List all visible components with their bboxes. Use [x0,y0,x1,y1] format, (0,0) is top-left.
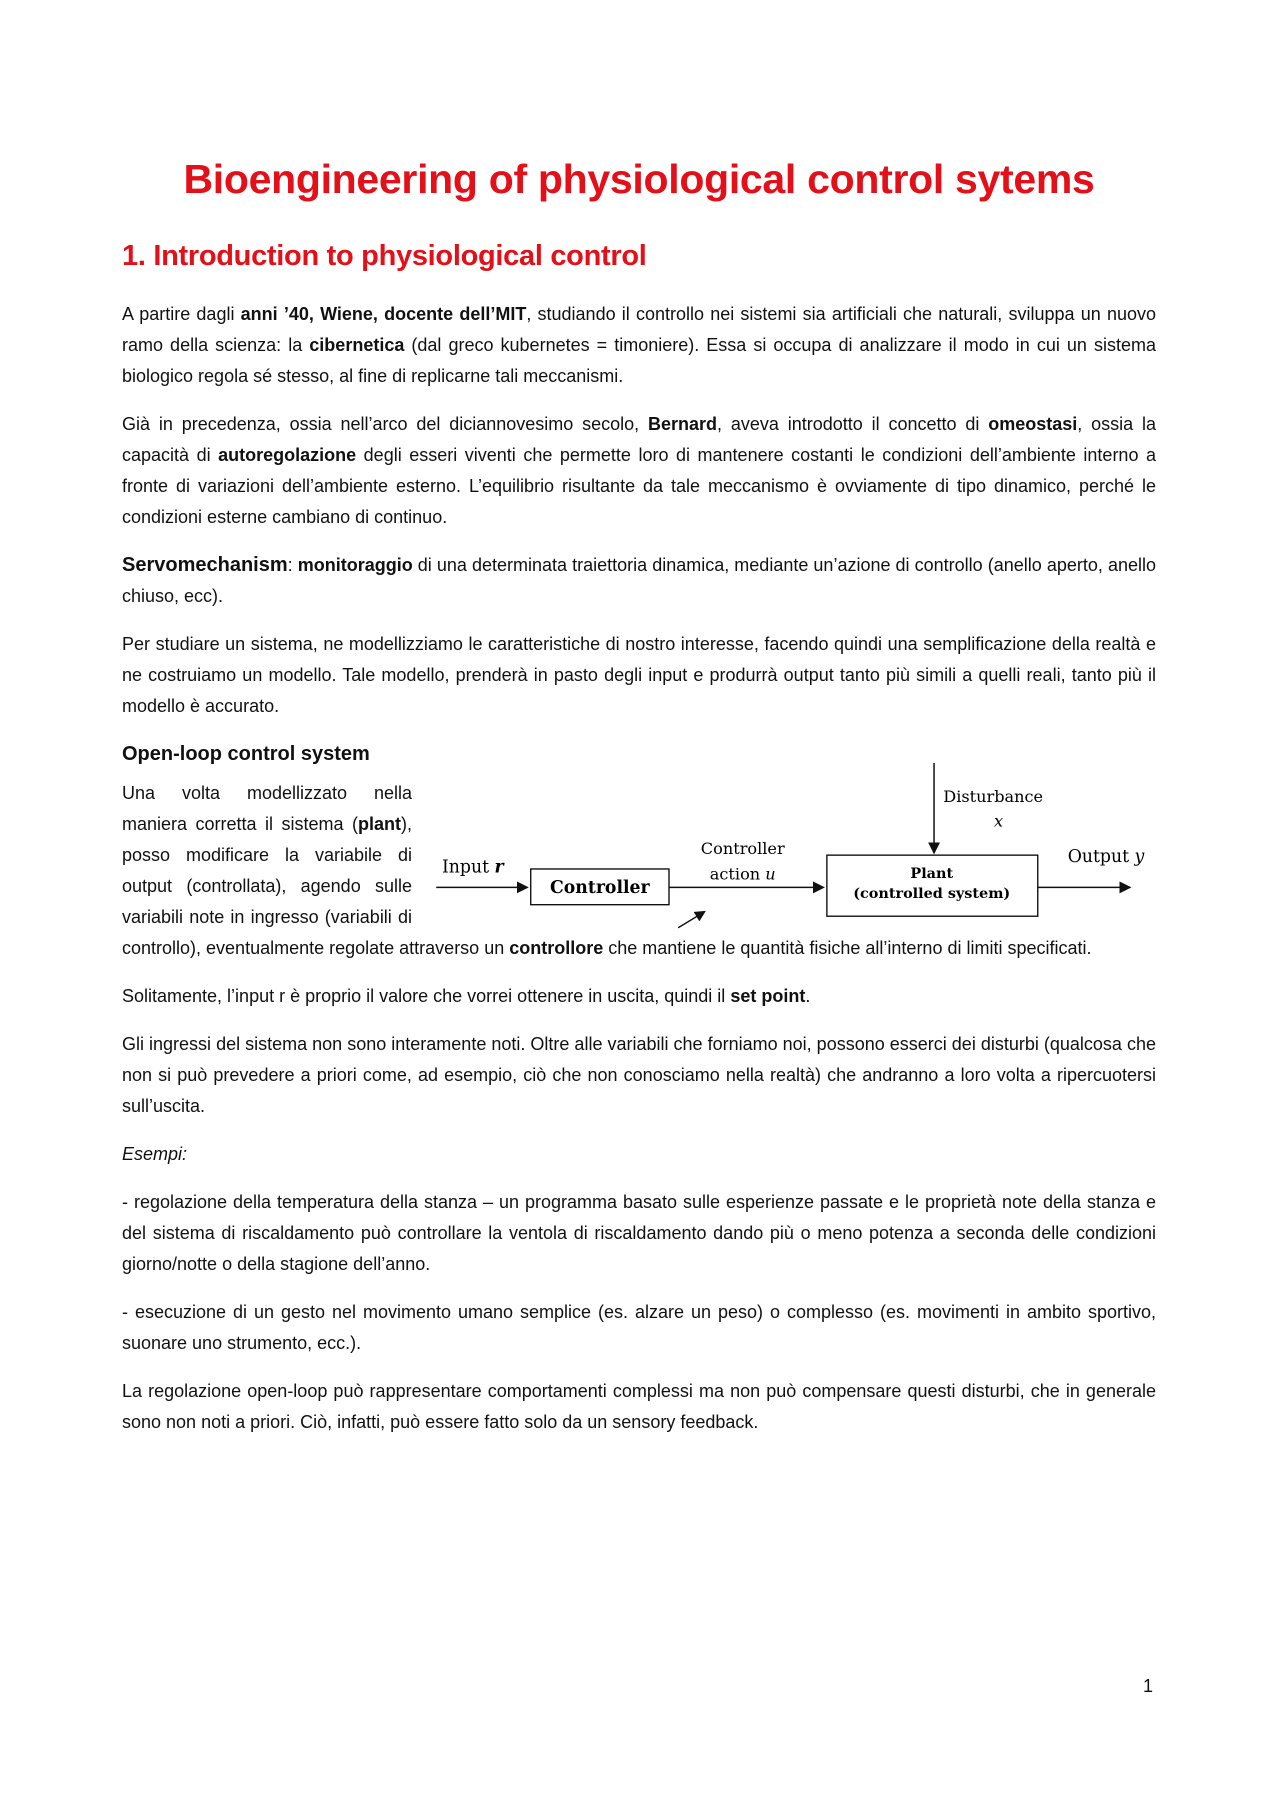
text-run: . [805,986,811,1006]
paragraph [122,1376,1156,1438]
bold-text: cibernetica [309,335,405,355]
bold-text: monitoraggio [297,555,413,575]
paragraph [122,299,1156,392]
text-run: che mantiene le quantità fisiche all’interno di limiti specificati. [603,938,1092,958]
section-heading: 1. Introduction to physiological control [122,240,647,272]
plant-sublabel: (controlled system) [853,884,1011,902]
following-paragraphs [122,981,1156,1438]
paragraph [122,981,1156,1012]
disturbance-label: Disturbance [943,787,1044,807]
paragraph [122,1029,1156,1122]
text-run: (dal greco kubernetes = timoniere). Essa si occupa di analizzare il modo in cui un sistema biologico regola sé stesso, al fine di replicarne tali meccanismi. [122,335,1156,386]
text-run: Solitamente, l’input r è proprio il valore che vorrei ottenere in uscita, quindi il [122,986,731,1006]
page-number: 1 [1143,1676,1154,1696]
paragraph [122,409,1156,533]
open-loop-diagram [412,778,1156,933]
text-run: - regolazione della temperatura della stanza – un programma basato sulle esperienze passate e le proprietà note della stanza e del sistema di riscaldamento può controllare la ventola di riscaldamento dando più o meno potenza a seconda delle condizioni giorno/notte o della stagione dell’anno. [122,1192,1156,1274]
block-diagram [427,757,1153,936]
text-run: A partire dagli [122,304,241,324]
controller-label: Controller [550,878,650,899]
plant-label: Plant [910,865,954,883]
intro-paragraphs [122,299,1156,722]
text-run: , aveva introdotto il concetto di [717,414,989,434]
document-title: Bioengineering of physiological control sytems [183,156,1095,202]
text-run: di una determinata traiettoria dinamica, mediante un’azione di controllo (anello aperto, anello chiuso, ecc). [122,555,1156,606]
text-run: degli esseri viventi che permette loro di mantenere costanti le condizioni dell’ambiente interno a fronte di variazioni dell’ambiente esterno. L’equilibrio risultante da tale meccanismo è ovviamente di tipo dinamico, perché le condizioni esterne cambiano di continuo. [122,445,1156,527]
text-run: , ossia la capacità di [122,414,1156,465]
bold-text: plant [358,814,401,834]
text-run: Per studiare un sistema, ne modellizziamo le caratteristiche di nostro interesse, facendo quindi una semplificazione della realtà e ne costruiamo un modello. Tale modello, prenderà in pasto degli input e produrrà output tanto più simili a quelli reali, tanto più il modello è accurato. [122,634,1156,716]
italic-text: Esempi: [122,1144,188,1164]
action-label-line2: action u [709,864,776,884]
disturbance-var: x [994,811,1004,831]
bold-text: omeostasi [988,414,1078,434]
text-run: Una volta modellizzato nella maniera corretta il sistema ( [122,783,412,834]
bold-text: set point [730,986,806,1006]
diagram-paragraph [122,778,1156,964]
bold-text: Bernard [648,414,718,434]
text-run: La regolazione open-loop può rappresentare comportamenti complessi ma non può compensare questi disturbi, che in generale sono non noti a priori. Ciò, infatti, può essere fatto solo da un sensory feedback. [122,1381,1156,1432]
text-run: : [287,555,298,575]
subheading: Open-loop control system [122,743,370,765]
bold-text: Servomechanism [122,554,288,576]
bold-text: controllore [509,938,604,958]
text-run: Gli ingressi del sistema non sono interamente noti. Oltre alle variabili che forniamo noi, possono esserci dei disturbi (qualcosa che non si può prevedere a priori come, ad esempio, ciò che non conosciamo nella realtà) che andranno a loro volta a ripercuotersi sull’uscita. [122,1034,1156,1116]
output-label: Output y [1067,847,1145,868]
action-label-line1: Controller [700,838,785,858]
text-run: , studiando il controllo nei sistemi sia artificiali che naturali, sviluppa un nuovo ramo della scienza: la [122,304,1156,355]
input-label: Input r [441,857,504,878]
paragraph [122,629,1156,722]
bold-text: anni ’40, Wiene, docente dell’MIT [240,304,527,324]
text-run: ), posso modificare la variabile di output (controllata), agendo sulle variabili note in ingresso (variabili di controllo), eventualmente regolate attraverso un [122,814,510,958]
text-run: Già in precedenza, ossia nell’arco del diciannovesimo secolo, [122,414,648,434]
paragraph [122,1187,1156,1280]
paragraph [122,1139,1156,1170]
document-body [122,299,1156,1455]
paragraph [122,550,1156,612]
adjust-arrow [678,912,705,928]
paragraph [122,1297,1156,1359]
text-run: - esecuzione di un gesto nel movimento umano semplice (es. alzare un peso) o complesso (es. movimenti in ambito sportivo, suonare uno strumento, ecc.). [122,1302,1156,1353]
bold-text: autoregolazione [218,445,357,465]
